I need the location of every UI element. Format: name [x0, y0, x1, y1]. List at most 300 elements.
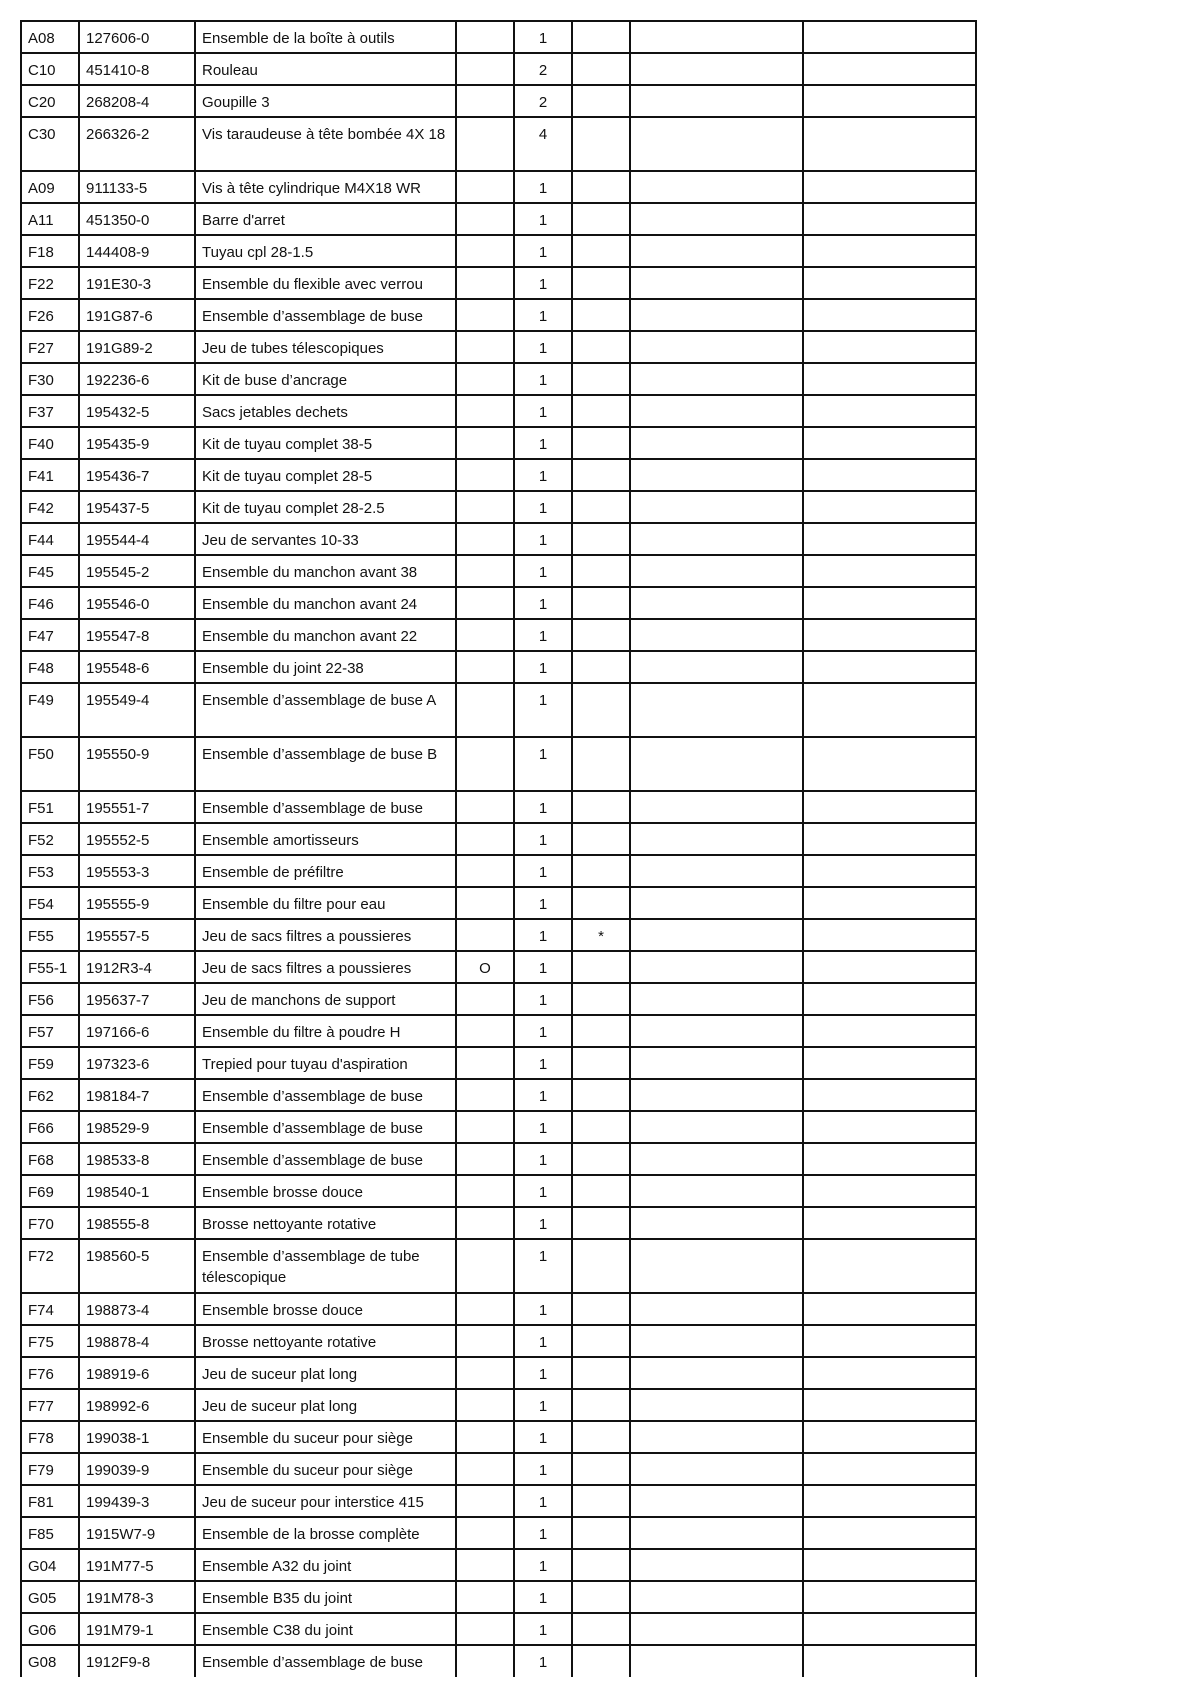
- ref-cell: F70: [21, 1207, 79, 1239]
- note-cell: [803, 1357, 976, 1389]
- table-row: [21, 983, 976, 1015]
- quantity-cell: 1: [514, 1047, 572, 1079]
- mark-cell: [572, 1325, 630, 1357]
- ref-cell: F22: [21, 267, 79, 299]
- option-cell: [456, 1239, 514, 1293]
- ref-cell: F68: [21, 1143, 79, 1175]
- part-number-cell: 195436-7: [79, 459, 195, 491]
- table-row: [21, 919, 976, 951]
- description-cell: Jeu de suceur plat long: [195, 1357, 456, 1389]
- note-cell: [803, 1207, 976, 1239]
- description-cell: Ensemble du joint 22-38: [195, 651, 456, 683]
- parts-list-table: [20, 20, 977, 1677]
- ref-cell: F72: [21, 1239, 79, 1293]
- mark-cell: [572, 1175, 630, 1207]
- description-cell: Ensemble d’assemblage de buse: [195, 299, 456, 331]
- note-cell: [803, 1485, 976, 1517]
- note-cell: [803, 683, 976, 737]
- option-cell: [456, 555, 514, 587]
- note-cell: [630, 235, 803, 267]
- part-number-cell: 198560-5: [79, 1239, 195, 1293]
- ref-cell: F27: [21, 331, 79, 363]
- table-row: [21, 21, 976, 53]
- mark-cell: [572, 791, 630, 823]
- note-cell: [803, 523, 976, 555]
- ref-cell: F55: [21, 919, 79, 951]
- option-cell: [456, 459, 514, 491]
- note-cell: [803, 21, 976, 53]
- ref-cell: F30: [21, 363, 79, 395]
- option-cell: [456, 887, 514, 919]
- option-cell: [456, 737, 514, 791]
- part-number-cell: 195432-5: [79, 395, 195, 427]
- table-row: [21, 171, 976, 203]
- quantity-cell: 2: [514, 53, 572, 85]
- note-cell: [630, 1485, 803, 1517]
- note-cell: [803, 1239, 976, 1293]
- mark-cell: [572, 1645, 630, 1677]
- option-cell: [456, 53, 514, 85]
- description-cell: Ensemble de la brosse complète: [195, 1517, 456, 1549]
- note-cell: [803, 1079, 976, 1111]
- table-row: [21, 951, 976, 983]
- description-cell: Ensemble d’assemblage de buse: [195, 1143, 456, 1175]
- note-cell: [803, 587, 976, 619]
- description-cell: Goupille 3: [195, 85, 456, 117]
- mark-cell: [572, 951, 630, 983]
- quantity-cell: 1: [514, 555, 572, 587]
- option-cell: [456, 1517, 514, 1549]
- quantity-cell: 1: [514, 737, 572, 791]
- ref-cell: F76: [21, 1357, 79, 1389]
- quantity-cell: 1: [514, 1517, 572, 1549]
- ref-cell: F56: [21, 983, 79, 1015]
- mark-cell: [572, 491, 630, 523]
- ref-cell: G08: [21, 1645, 79, 1677]
- ref-cell: F59: [21, 1047, 79, 1079]
- ref-cell: C30: [21, 117, 79, 171]
- table-row: [21, 855, 976, 887]
- part-number-cell: 451410-8: [79, 53, 195, 85]
- mark-cell: [572, 299, 630, 331]
- ref-cell: F57: [21, 1015, 79, 1047]
- quantity-cell: 1: [514, 267, 572, 299]
- part-number-cell: 195552-5: [79, 823, 195, 855]
- part-number-cell: 198533-8: [79, 1143, 195, 1175]
- description-cell: Kit de buse d’ancrage: [195, 363, 456, 395]
- option-cell: [456, 1047, 514, 1079]
- ref-cell: F48: [21, 651, 79, 683]
- quantity-cell: 1: [514, 1421, 572, 1453]
- note-cell: [803, 1453, 976, 1485]
- quantity-cell: 1: [514, 1015, 572, 1047]
- description-cell: Ensemble d’assemblage de buse: [195, 1079, 456, 1111]
- table-row: [21, 459, 976, 491]
- ref-cell: F44: [21, 523, 79, 555]
- description-cell: Ensemble d’assemblage de buse: [195, 791, 456, 823]
- quantity-cell: 1: [514, 459, 572, 491]
- part-number-cell: 197166-6: [79, 1015, 195, 1047]
- mark-cell: [572, 1111, 630, 1143]
- note-cell: [803, 299, 976, 331]
- note-cell: [803, 1517, 976, 1549]
- ref-cell: F42: [21, 491, 79, 523]
- description-cell: Trepied pour tuyau d'aspiration: [195, 1047, 456, 1079]
- note-cell: [630, 983, 803, 1015]
- note-cell: [630, 427, 803, 459]
- quantity-cell: 1: [514, 1549, 572, 1581]
- description-cell: Vis à tête cylindrique M4X18 WR: [195, 171, 456, 203]
- part-number-cell: 195553-3: [79, 855, 195, 887]
- table-row: [21, 791, 976, 823]
- table-row: [21, 427, 976, 459]
- mark-cell: [572, 1517, 630, 1549]
- mark-cell: [572, 117, 630, 171]
- note-cell: [803, 555, 976, 587]
- mark-cell: [572, 267, 630, 299]
- note-cell: [803, 1613, 976, 1645]
- table-row: [21, 491, 976, 523]
- ref-cell: F55-1: [21, 951, 79, 983]
- description-cell: Ensemble de la boîte à outils: [195, 21, 456, 53]
- description-cell: Ensemble d’assemblage de buse: [195, 1645, 456, 1677]
- description-cell: Ensemble brosse douce: [195, 1175, 456, 1207]
- ref-cell: F18: [21, 235, 79, 267]
- note-cell: [803, 427, 976, 459]
- note-cell: [803, 395, 976, 427]
- description-cell: Ensemble d’assemblage de buse B: [195, 737, 456, 791]
- table-row: [21, 235, 976, 267]
- part-number-cell: 195545-2: [79, 555, 195, 587]
- table-row: [21, 683, 976, 737]
- quantity-cell: 1: [514, 1357, 572, 1389]
- table-row: [21, 299, 976, 331]
- table-row: [21, 203, 976, 235]
- note-cell: [803, 1389, 976, 1421]
- mark-cell: [572, 1613, 630, 1645]
- mark-cell: [572, 523, 630, 555]
- option-cell: [456, 117, 514, 171]
- quantity-cell: 1: [514, 651, 572, 683]
- table-row: [21, 587, 976, 619]
- description-cell: Ensemble du manchon avant 22: [195, 619, 456, 651]
- part-number-cell: 911133-5: [79, 171, 195, 203]
- mark-cell: [572, 1239, 630, 1293]
- note-cell: [803, 619, 976, 651]
- note-cell: [803, 1143, 976, 1175]
- mark-cell: [572, 235, 630, 267]
- table-row: [21, 53, 976, 85]
- mark-cell: [572, 53, 630, 85]
- table-row: [21, 267, 976, 299]
- note-cell: [630, 1613, 803, 1645]
- note-cell: [803, 1325, 976, 1357]
- part-number-cell: 195549-4: [79, 683, 195, 737]
- part-number-cell: 195437-5: [79, 491, 195, 523]
- ref-cell: G04: [21, 1549, 79, 1581]
- ref-cell: C10: [21, 53, 79, 85]
- part-number-cell: 195555-9: [79, 887, 195, 919]
- note-cell: [630, 791, 803, 823]
- note-cell: [803, 737, 976, 791]
- note-cell: [803, 203, 976, 235]
- quantity-cell: 1: [514, 587, 572, 619]
- mark-cell: [572, 1293, 630, 1325]
- ref-cell: F47: [21, 619, 79, 651]
- quantity-cell: 1: [514, 523, 572, 555]
- table-row: [21, 1421, 976, 1453]
- ref-cell: A09: [21, 171, 79, 203]
- quantity-cell: 1: [514, 1207, 572, 1239]
- quantity-cell: 1: [514, 1453, 572, 1485]
- note-cell: [803, 1549, 976, 1581]
- note-cell: [630, 1293, 803, 1325]
- option-cell: [456, 171, 514, 203]
- mark-cell: [572, 395, 630, 427]
- note-cell: [803, 1111, 976, 1143]
- part-number-cell: 195544-4: [79, 523, 195, 555]
- quantity-cell: 1: [514, 619, 572, 651]
- quantity-cell: 2: [514, 85, 572, 117]
- description-cell: Jeu de sacs filtres a poussieres: [195, 951, 456, 983]
- quantity-cell: 1: [514, 1581, 572, 1613]
- part-number-cell: 195637-7: [79, 983, 195, 1015]
- mark-cell: [572, 823, 630, 855]
- note-cell: [630, 555, 803, 587]
- ref-cell: G05: [21, 1581, 79, 1613]
- quantity-cell: 1: [514, 983, 572, 1015]
- mark-cell: [572, 1549, 630, 1581]
- note-cell: [803, 117, 976, 171]
- option-cell: [456, 1293, 514, 1325]
- quantity-cell: 1: [514, 1079, 572, 1111]
- description-cell: Ensemble C38 du joint: [195, 1613, 456, 1645]
- note-cell: [803, 85, 976, 117]
- part-number-cell: 191G87-6: [79, 299, 195, 331]
- mark-cell: [572, 1143, 630, 1175]
- quantity-cell: 1: [514, 427, 572, 459]
- note-cell: [630, 85, 803, 117]
- note-cell: [630, 267, 803, 299]
- option-cell: [456, 331, 514, 363]
- quantity-cell: 1: [514, 919, 572, 951]
- option-cell: [456, 491, 514, 523]
- part-number-cell: 198878-4: [79, 1325, 195, 1357]
- quantity-cell: 1: [514, 1293, 572, 1325]
- table-row: [21, 737, 976, 791]
- table-row: [21, 1549, 976, 1581]
- description-cell: Ensemble du flexible avec verrou: [195, 267, 456, 299]
- ref-cell: F45: [21, 555, 79, 587]
- description-cell: Jeu de tubes télescopiques: [195, 331, 456, 363]
- note-cell: [630, 1421, 803, 1453]
- option-cell: [456, 1613, 514, 1645]
- option-cell: [456, 855, 514, 887]
- table-row: [21, 395, 976, 427]
- part-number-cell: 195435-9: [79, 427, 195, 459]
- note-cell: [630, 1581, 803, 1613]
- option-cell: [456, 203, 514, 235]
- mark-cell: [572, 427, 630, 459]
- description-cell: Ensemble du manchon avant 38: [195, 555, 456, 587]
- note-cell: [803, 459, 976, 491]
- part-number-cell: 195547-8: [79, 619, 195, 651]
- option-cell: [456, 651, 514, 683]
- table-row: [21, 1143, 976, 1175]
- quantity-cell: 1: [514, 1325, 572, 1357]
- ref-cell: F52: [21, 823, 79, 855]
- ref-cell: F49: [21, 683, 79, 737]
- ref-cell: F37: [21, 395, 79, 427]
- mark-cell: [572, 21, 630, 53]
- ref-cell: F74: [21, 1293, 79, 1325]
- ref-cell: F46: [21, 587, 79, 619]
- note-cell: [630, 1549, 803, 1581]
- option-cell: [456, 1143, 514, 1175]
- part-number-cell: 199038-1: [79, 1421, 195, 1453]
- note-cell: [803, 363, 976, 395]
- ref-cell: C20: [21, 85, 79, 117]
- description-cell: Ensemble du filtre à poudre H: [195, 1015, 456, 1047]
- ref-cell: F62: [21, 1079, 79, 1111]
- note-cell: [630, 171, 803, 203]
- mark-cell: [572, 555, 630, 587]
- option-cell: [456, 1581, 514, 1613]
- note-cell: [630, 395, 803, 427]
- mark-cell: [572, 1207, 630, 1239]
- part-number-cell: 195550-9: [79, 737, 195, 791]
- part-number-cell: 191E30-3: [79, 267, 195, 299]
- note-cell: [803, 1047, 976, 1079]
- table-row: [21, 619, 976, 651]
- note-cell: [803, 1421, 976, 1453]
- quantity-cell: 1: [514, 1143, 572, 1175]
- table-row: [21, 823, 976, 855]
- ref-cell: F69: [21, 1175, 79, 1207]
- note-cell: [630, 1047, 803, 1079]
- part-number-cell: 127606-0: [79, 21, 195, 53]
- mark-cell: [572, 171, 630, 203]
- note-cell: [630, 491, 803, 523]
- quantity-cell: 1: [514, 1111, 572, 1143]
- note-cell: [803, 331, 976, 363]
- note-cell: [630, 53, 803, 85]
- note-cell: [803, 983, 976, 1015]
- note-cell: [630, 459, 803, 491]
- table-row: [21, 1175, 976, 1207]
- note-cell: [803, 235, 976, 267]
- note-cell: [803, 171, 976, 203]
- ref-cell: F51: [21, 791, 79, 823]
- parts-table-body: [21, 21, 976, 1677]
- mark-cell: [572, 1079, 630, 1111]
- description-cell: Ensemble brosse douce: [195, 1293, 456, 1325]
- description-cell: Kit de tuyau complet 38-5: [195, 427, 456, 459]
- mark-cell: [572, 203, 630, 235]
- ref-cell: F79: [21, 1453, 79, 1485]
- table-row: [21, 1293, 976, 1325]
- note-cell: [803, 823, 976, 855]
- part-number-cell: 451350-0: [79, 203, 195, 235]
- description-cell: Ensemble d’assemblage de tube télescopique: [195, 1239, 456, 1293]
- description-cell: Ensemble de préfiltre: [195, 855, 456, 887]
- part-number-cell: 198540-1: [79, 1175, 195, 1207]
- option-cell: [456, 919, 514, 951]
- table-row: [21, 1047, 976, 1079]
- note-cell: [630, 919, 803, 951]
- note-cell: [803, 1015, 976, 1047]
- note-cell: [630, 363, 803, 395]
- mark-cell: [572, 619, 630, 651]
- description-cell: Ensemble du suceur pour siège: [195, 1453, 456, 1485]
- part-number-cell: 198184-7: [79, 1079, 195, 1111]
- quantity-cell: 1: [514, 1613, 572, 1645]
- note-cell: [803, 791, 976, 823]
- description-cell: Ensemble B35 du joint: [195, 1581, 456, 1613]
- ref-cell: A11: [21, 203, 79, 235]
- note-cell: [630, 1389, 803, 1421]
- mark-cell: [572, 85, 630, 117]
- note-cell: [803, 1581, 976, 1613]
- mark-cell: [572, 1581, 630, 1613]
- description-cell: Jeu de manchons de support: [195, 983, 456, 1015]
- option-cell: [456, 1325, 514, 1357]
- option-cell: [456, 427, 514, 459]
- part-number-cell: 1915W7-9: [79, 1517, 195, 1549]
- option-cell: [456, 1485, 514, 1517]
- note-cell: [803, 1645, 976, 1677]
- part-number-cell: 268208-4: [79, 85, 195, 117]
- quantity-cell: 1: [514, 855, 572, 887]
- quantity-cell: 1: [514, 887, 572, 919]
- note-cell: [630, 1143, 803, 1175]
- description-cell: Kit de tuyau complet 28-2.5: [195, 491, 456, 523]
- part-number-cell: 191G89-2: [79, 331, 195, 363]
- part-number-cell: 199439-3: [79, 1485, 195, 1517]
- quantity-cell: 1: [514, 235, 572, 267]
- note-cell: [630, 887, 803, 919]
- part-number-cell: 198919-6: [79, 1357, 195, 1389]
- note-cell: [803, 919, 976, 951]
- table-row: [21, 117, 976, 171]
- ref-cell: F50: [21, 737, 79, 791]
- quantity-cell: 1: [514, 683, 572, 737]
- table-row: [21, 1325, 976, 1357]
- part-number-cell: 144408-9: [79, 235, 195, 267]
- ref-cell: F81: [21, 1485, 79, 1517]
- mark-cell: [572, 1485, 630, 1517]
- note-cell: [630, 651, 803, 683]
- part-number-cell: 198873-4: [79, 1293, 195, 1325]
- option-cell: [456, 267, 514, 299]
- mark-cell: [572, 1357, 630, 1389]
- description-cell: Barre d'arret: [195, 203, 456, 235]
- note-cell: [630, 21, 803, 53]
- description-cell: Tuyau cpl 28-1.5: [195, 235, 456, 267]
- note-cell: [803, 1175, 976, 1207]
- option-cell: [456, 823, 514, 855]
- note-cell: [803, 491, 976, 523]
- ref-cell: F66: [21, 1111, 79, 1143]
- option-cell: [456, 1015, 514, 1047]
- option-cell: [456, 85, 514, 117]
- option-cell: [456, 1111, 514, 1143]
- table-row: [21, 1239, 976, 1293]
- note-cell: [630, 1357, 803, 1389]
- note-cell: [630, 1453, 803, 1485]
- description-cell: Ensemble du filtre pour eau: [195, 887, 456, 919]
- mark-cell: [572, 887, 630, 919]
